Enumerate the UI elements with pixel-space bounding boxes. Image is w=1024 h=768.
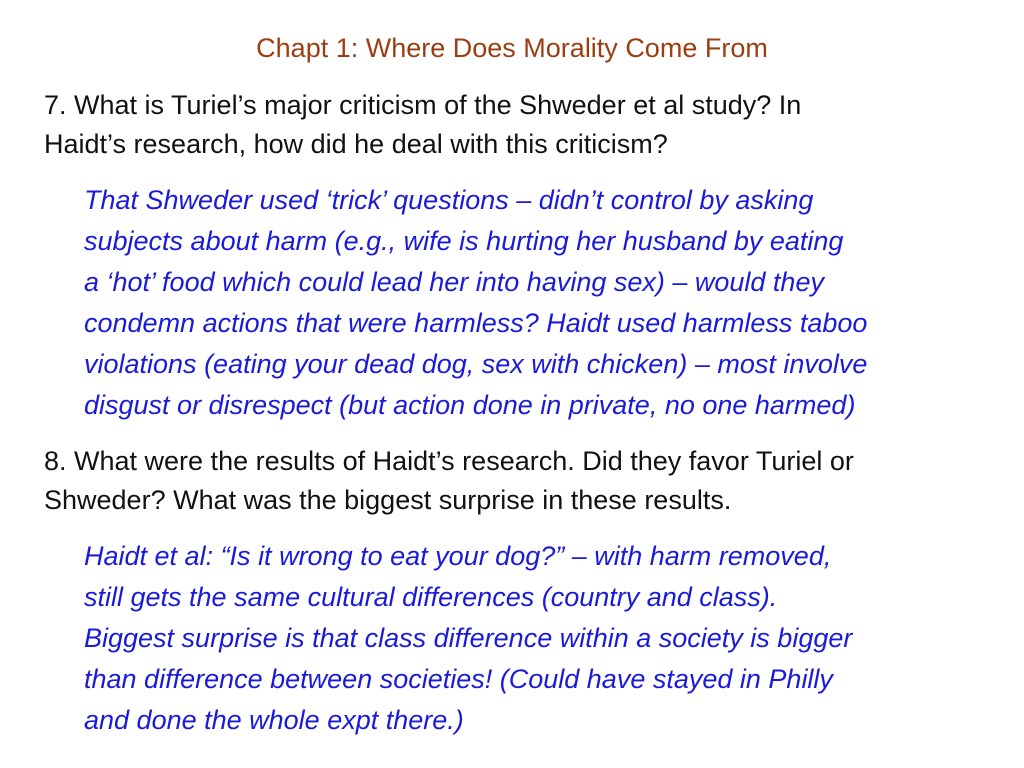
answer-7 bbox=[84, 180, 999, 426]
slide-title: Chapt 1: Where Does Morality Come From bbox=[256, 33, 768, 63]
question-8 bbox=[44, 442, 994, 520]
answer-8-line: Biggest surprise is that class difference within a society is bigger bbox=[84, 623, 853, 653]
answer-7-line: violations (eating your dead dog, sex with chicken) – most involve bbox=[84, 349, 868, 379]
answer-7-line: a ‘hot’ food which could lead her into having sex) – would they bbox=[84, 267, 824, 297]
question-8-line: Shweder? What was the biggest surprise in these results. bbox=[44, 485, 732, 515]
question-7-line: 7. What is Turiel’s major criticism of the Shweder et al study? In bbox=[44, 90, 802, 120]
question-7 bbox=[44, 86, 994, 164]
answer-8-line: Haidt et al: “Is it wrong to eat your dog?” – with harm removed, bbox=[84, 541, 832, 571]
answer-8-line: and done the whole expt there.) bbox=[84, 705, 464, 735]
answer-7-line: subjects about harm (e.g., wife is hurting her husband by eating bbox=[84, 226, 844, 256]
answer-7-line: condemn actions that were harmless? Haidt used harmless taboo bbox=[84, 308, 868, 338]
answer-7-line: That Shweder used ‘trick’ questions – didn’t control by asking bbox=[84, 185, 814, 215]
answer-7-line: disgust or disrespect (but action done in private, no one harmed) bbox=[84, 390, 856, 420]
answer-8 bbox=[84, 536, 999, 741]
question-7-line: Haidt’s research, how did he deal with this criticism? bbox=[44, 129, 668, 159]
answer-8-line: still gets the same cultural differences (country and class). bbox=[84, 582, 778, 612]
question-8-line: 8. What were the results of Haidt’s research. Did they favor Turiel or bbox=[44, 446, 854, 476]
answer-8-line: than difference between societies! (Could have stayed in Philly bbox=[84, 664, 833, 694]
